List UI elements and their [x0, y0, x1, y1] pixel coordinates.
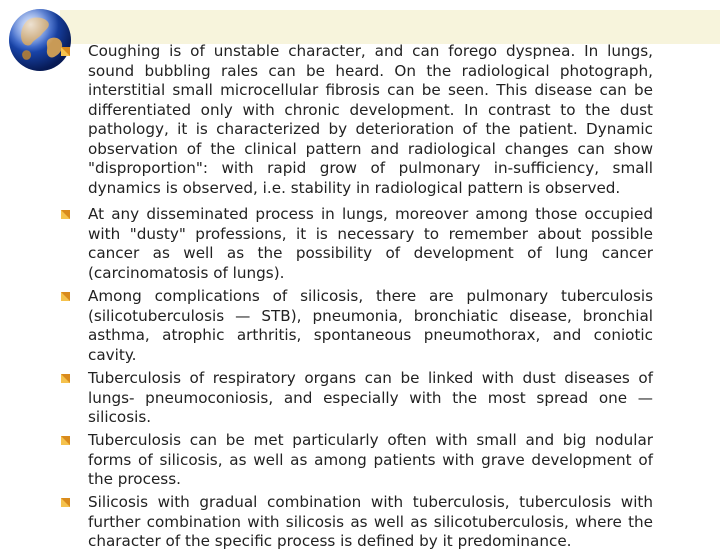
- bullet-marker-icon: [60, 373, 71, 384]
- bullet-item: [88, 42, 653, 198]
- bullet-item: [88, 493, 653, 552]
- bullet-marker-icon: [60, 435, 71, 446]
- bullet-marker-icon: [60, 46, 71, 57]
- bullet-text: Tuberculosis of respiratory organs can be linked with dust diseases of lungs- pneumoconiosis, and especially with the most spread one — silicosis.: [88, 369, 653, 426]
- globe-icon: [6, 6, 74, 74]
- bullet-item: [88, 369, 653, 428]
- bullet-text: At any disseminated process in lungs, moreover among those occupied with "dusty" professions, it is necessary to remember about possible cancer as well as the possibility of development of lung cancer (carcinomatosis of lungs).: [88, 205, 653, 282]
- bullet-item: [88, 205, 653, 283]
- bullet-marker-icon: [60, 209, 71, 220]
- bullet-item: [88, 287, 653, 365]
- bullet-text: Silicosis with gradual combination with tuberculosis, tuberculosis with further combination with silicosis as well as silicotuberculosis, where the character of the specific process is defined by it predominance.: [88, 493, 653, 550]
- bullet-marker-icon: [60, 291, 71, 302]
- bullet-text: Tuberculosis can be met particularly often with small and big nodular forms of silicosis, as well as among patients with grave development of the process.: [88, 431, 653, 488]
- bullet-marker-icon: [60, 497, 71, 508]
- header-band: [60, 10, 720, 44]
- bullet-text: Coughing is of unstable character, and can forego dyspnea. In lungs, sound bubbling rales can be heard. On the radiological photograph, interstitial small microcellular fibrosis can be seen. This disease can be differentiated only with chronic development. In contrast to the dust pathology, it is characterized by deterioration of the patient. Dynamic observation of the clinical pattern and radiological changes can show "disproportion": with rapid grow of pulmonary in-sufficiency, small dynamics is observed, i.e. stability in radiological pattern is observed.: [88, 42, 653, 197]
- bullet-item: [88, 431, 653, 490]
- bullet-text: Among complications of silicosis, there are pulmonary tuberculosis (silicotuberculosis — STB), pneumonia, bronchiatic disease, bronchial asthma, atrophic arthritis, spontaneous pneumothorax, and coniotic cavity.: [88, 287, 653, 364]
